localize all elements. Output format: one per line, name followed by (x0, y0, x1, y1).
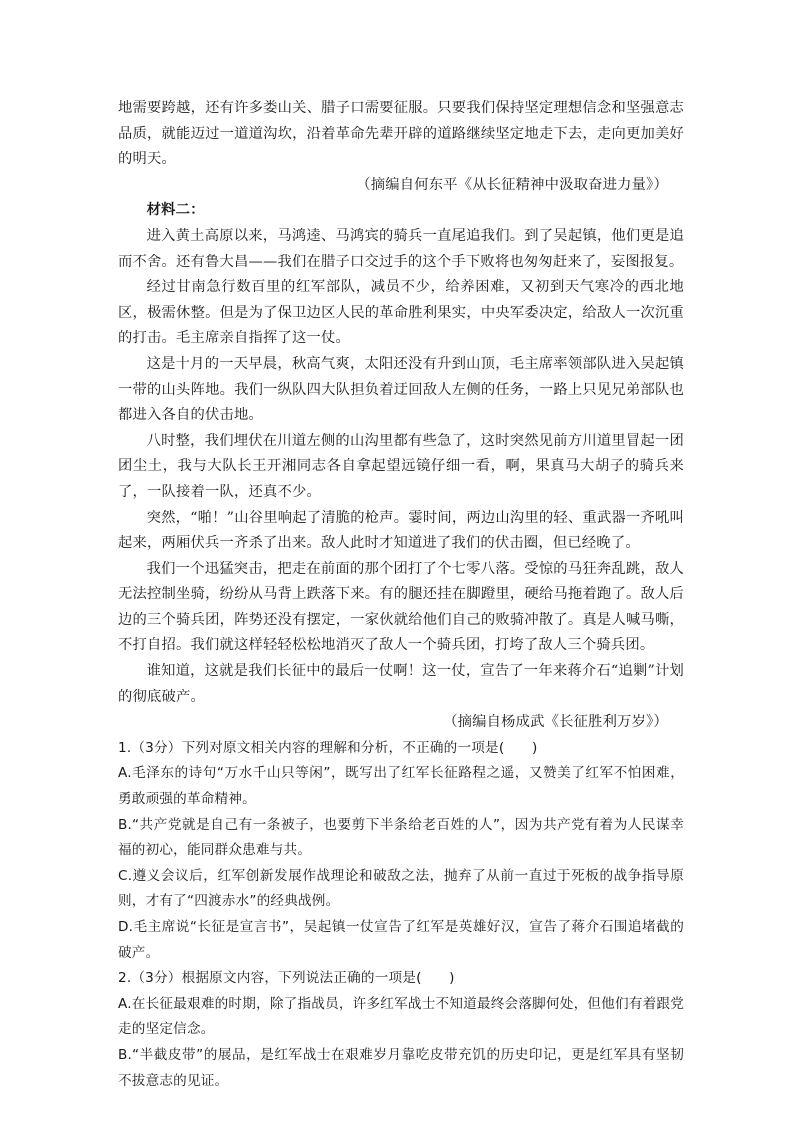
question-1 (118, 736, 684, 966)
question-stem: 2.（3分）根据原文内容，下列说法正确的一项是( ) (118, 970, 455, 987)
material1-tail: 地需要跨越，还有许多娄山关、腊子口需要征服。只要我们保持坚定理想信念和坚强意志品质，就能迈过一道道沟坎，沿着革命先辈开辟的道路继续坚定地走下去，走向更加美好的明天。 (118, 100, 684, 168)
answer-option-a[interactable]: A.毛泽东的诗句“万水千山只等闲”，既写出了红军长征路程之遥，又赞美了红军不怕困难，勇敢顽强的革命精神。 (118, 765, 684, 808)
material2-paragraph: 我们一个迅猛突击，把走在前面的那个团打了个七零八落。受惊的马狂奔乱跳，敌人无法控制坐骑，纷纷从马背上跌落下来。有的腿还挂在脚蹬里，硬给马拖着跑了。敌人后边的三个骑兵团，阵势还没有摆定，一家伙就给他们自己的败骑冲散了。真是人喊马嘶，不打自招。我们就这样轻轻松松地消灭了敌人一个骑兵团，打垮了敌人三个骑兵团。 (118, 560, 684, 654)
question-2 (118, 966, 684, 1094)
source-citation-2: （摘编自杨成武《长征胜利万岁》） (443, 714, 668, 731)
material2-paragraph: 进入黄土高原以来，马鸿逵、马鸿宾的骑兵一直尾追我们。到了吴起镇，他们更是追而不舍。还有鲁大昌——我们在腊子口交过手的这个手下败将也匆匆赶来了，妄图报复。 (118, 227, 684, 270)
source-citation-1: （摘编自何东平《从长征精神中汲取奋进力量》） (356, 176, 668, 193)
question-stem: 1.（3分）下列对原文相关内容的理解和分析，不正确的一项是( ) (118, 739, 538, 756)
material2-paragraph: 八时整，我们埋伏在川道左侧的山沟里都有些急了，这时突然见前方川道里冒起一团团尘土，我与大队长王开湘同志各自拿起望远镜仔细一看，啊，果真马大胡子的骑兵来了，一队接着一队，还真不少。 (118, 432, 684, 500)
material2-heading: 材料二： (146, 202, 205, 219)
material2-body (118, 224, 684, 710)
answer-option-a[interactable]: A.在长征最艰难的时期，除了指战员，许多红军战士不知道最终会落脚何处，但他们有着跟党走的坚定信念。 (118, 995, 684, 1038)
material2-paragraph: 这是十月的一天早晨，秋高气爽，太阳还没有升到山顶，毛主席率领部队进入吴起镇一带的山头阵地。我们一纵队四大队担负着迂回敌人左侧的任务，一路上只见兄弟部队也都进入各自的伏击地。 (118, 355, 684, 424)
material2-paragraph: 谁知道，这就是我们长征中的最后一仗啊！这一仗，宣告了一年来蒋介石“追剿”计划的彻底破产。 (118, 663, 684, 705)
material2-paragraph: 经过甘南急行数百里的红军部队，减员不少，给养困难，又初到天气寒冷的西北地区，极需休整。但是为了保卫边区人民的革命胜利果实，中央军委决定，给敌人一次沉重的打击。毛主席亲自指挥了这一仗。 (118, 279, 684, 347)
answer-option-c[interactable]: C.遵义会议后，红军创新发展作战理论和破敌之法，抛弃了从前一直过于死板的战争指导原则，才有了“四渡赤水”的经典战例。 (118, 867, 684, 910)
answer-option-b[interactable]: B.“共产党就是自己有一条被子，也要剪下半条给老百姓的人”，因为共产党有着为人民谋幸福的初心，能同群众患难与共。 (118, 816, 684, 859)
answer-option-d[interactable]: D.毛主席说“长征是宣言书”，吴起镇一仗宣告了红军是英雄好汉，宣告了蒋介石围追堵截的破产。 (118, 919, 684, 961)
answer-option-b[interactable]: B.“半截皮带”的展品，是红军战士在艰难岁月靠吃皮带充饥的历史印记，更是红军具有坚韧不拔意志的见证。 (118, 1046, 684, 1089)
document-page (118, 96, 684, 1094)
material2-paragraph: 突然，“啪！”山谷里响起了清脆的枪声。霎时间，两边山沟里的轻、重武器一齐吼叫起来，两厢伏兵一齐杀了出来。敌人此时才知道进了我们的伏击圈，但已经晚了。 (118, 509, 684, 552)
